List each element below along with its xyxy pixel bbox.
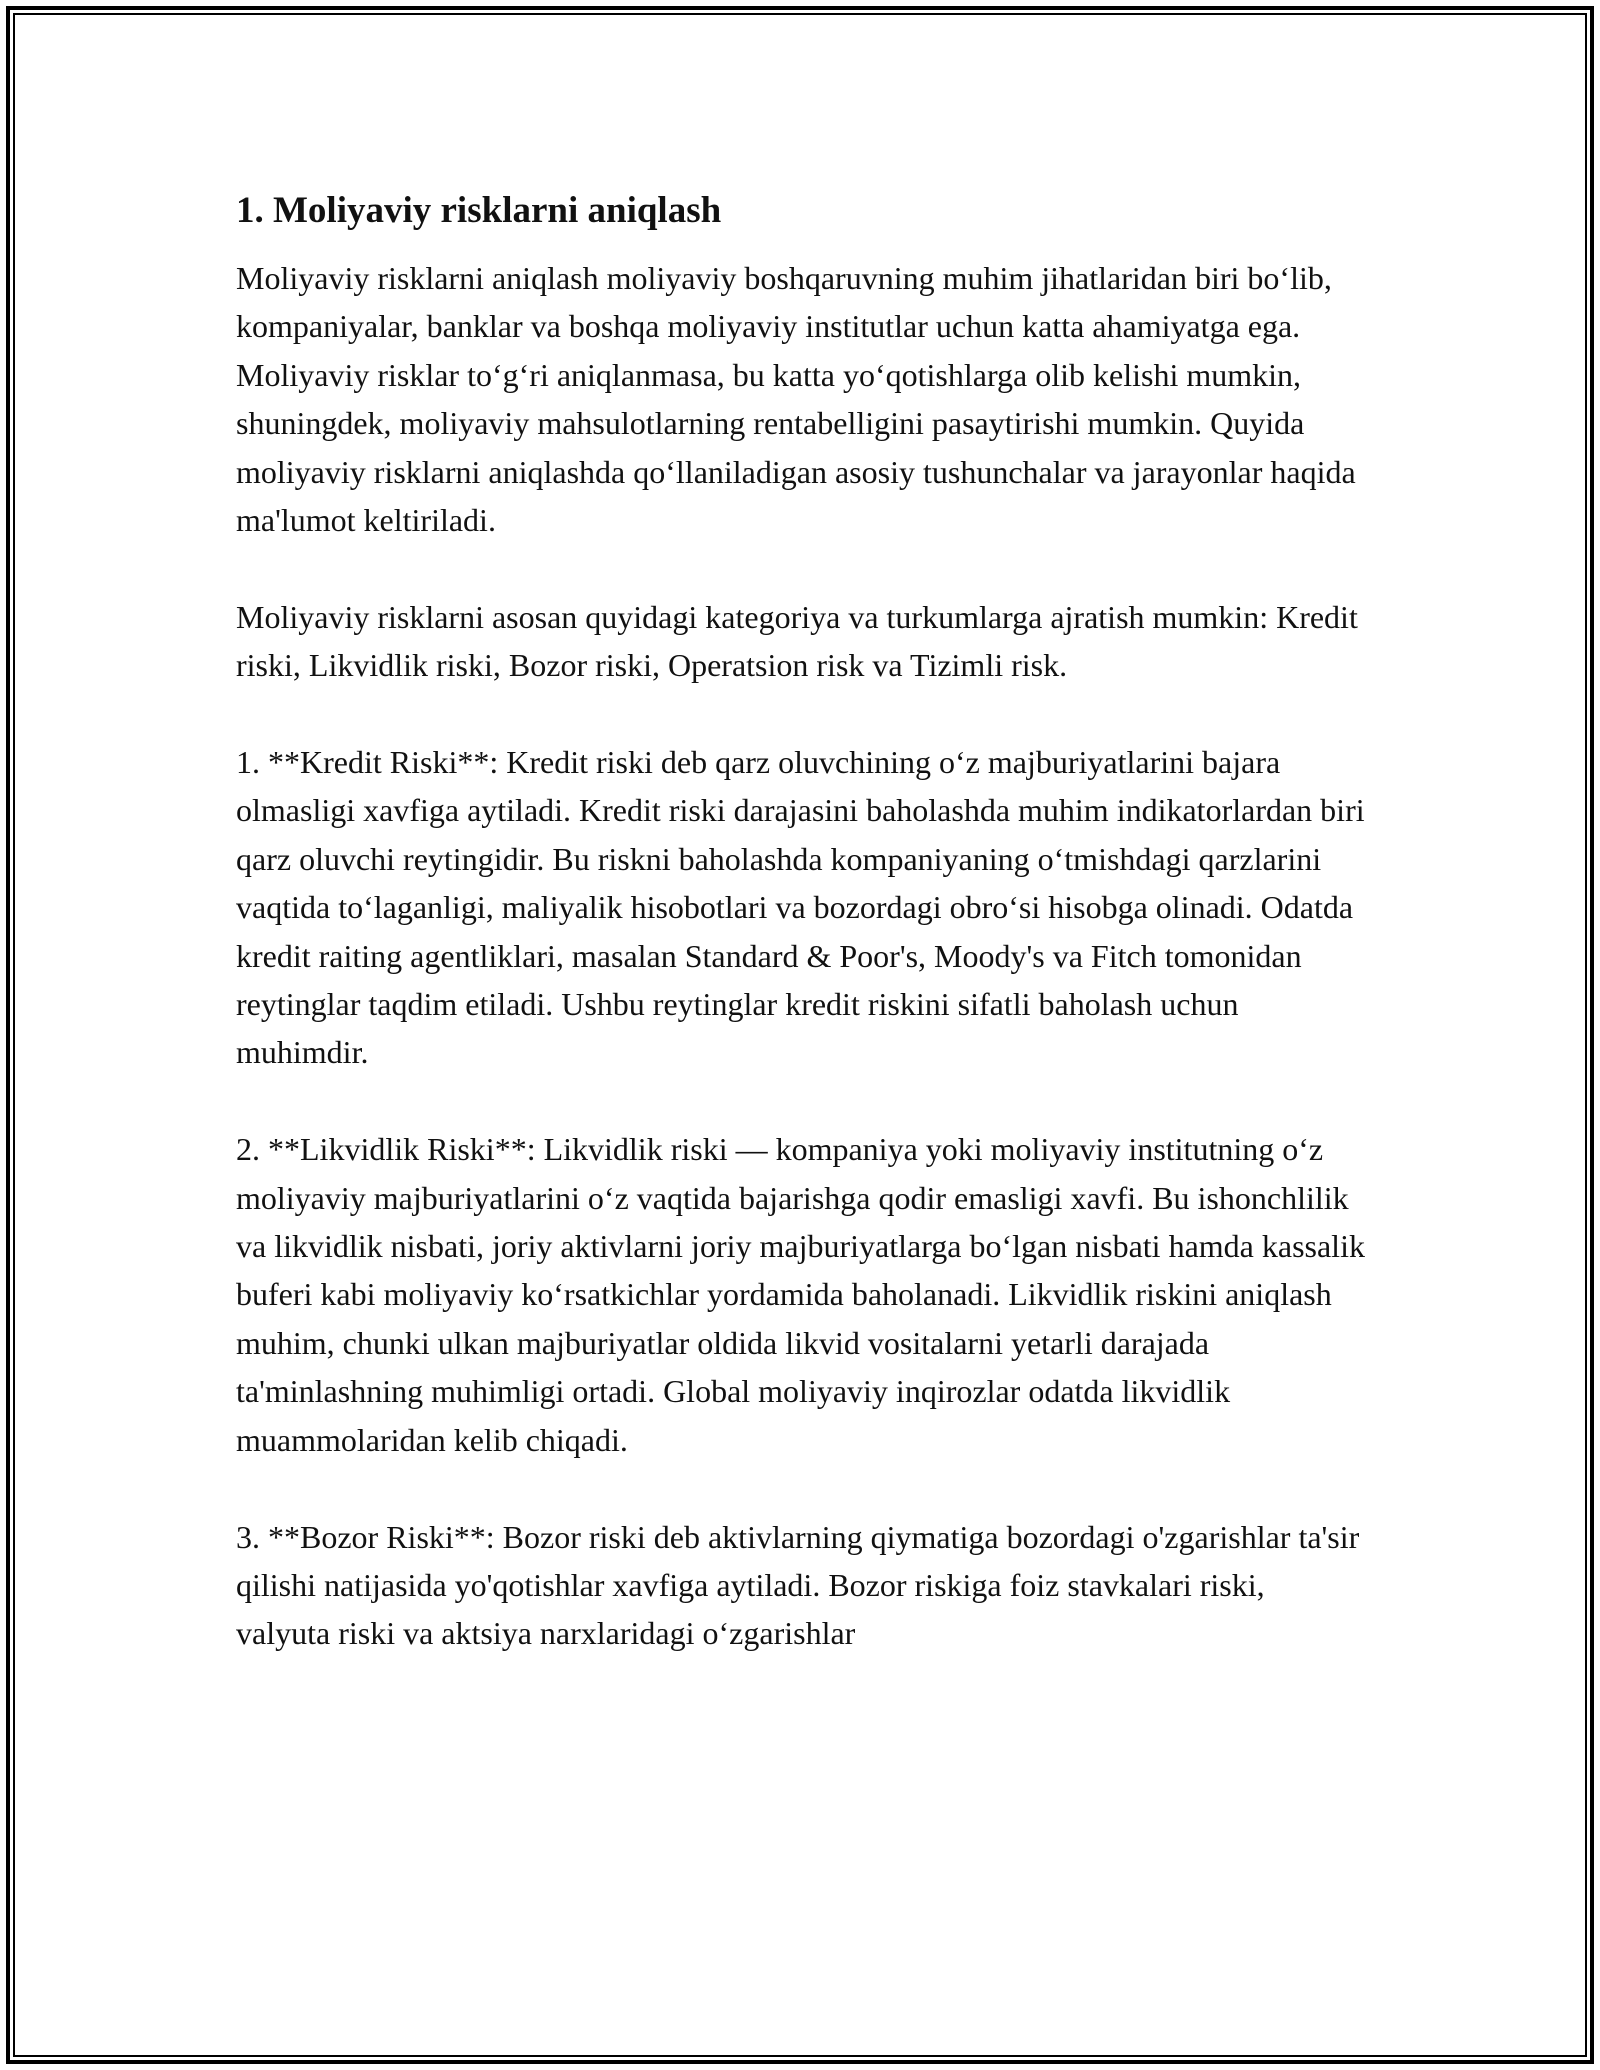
document-body bbox=[236, 186, 1366, 1706]
paragraph-liquidity-risk: 2. **Likvidlik Riski**: Likvidlik riski — kompaniya yoki moliyaviy institutning o‘z moliyaviy majburiyatlarini o‘z vaqtida bajarishga qodir emasligi xavfi. Bu ishonchlilik va likvidlik nisbati, joriy aktivlarni joriy majburiyatlarga bo‘lgan nisbati hamda kassalik buferi kabi moliyaviy ko‘rsatkichlar yordamida baholanadi. Likvidlik riskini aniqlash muhim, chunki ulkan majburiyatlar oldida likvid vositalarni yetarli darajada ta'minlashning muhimligi ortadi. Global moliyaviy inqirozlar odatda likvidlik muammolaridan kelib chiqadi. bbox=[236, 1131, 1365, 1458]
section-heading: 1. Moliyaviy risklarni aniqlash bbox=[236, 190, 722, 231]
paragraph-market-risk: 3. **Bozor Riski**: Bozor riski deb aktivlarning qiymatiga bozordagi o'zgarishlar ta'sir qilishi natijasida yo'qotishlar xavfiga aytiladi. Bozor riskiga foiz stavkalari riski, valyuta riski va aktsiya narxlaridagi o‘zgarishlar bbox=[236, 1518, 1360, 1652]
paragraph-intro: Moliyaviy risklarni aniqlash moliyaviy boshqaruvning muhim jihatlaridan biri bo‘lib, kompaniyalar, banklar va boshqa moliyaviy institutlar uchun katta ahamiyatga ega. Moliyaviy risklar to‘g‘ri aniqlanmasa, bu katta yo‘qotishlarga olib kelishi mumkin, shuningdek, moliyaviy mahsulotlarning rentabelligini pasaytirishi mumkin. Quyida moliyaviy risklarni aniqlashda qo‘llaniladigan asosiy tushunchalar va jarayonlar haqida ma'lumot keltiriladi. bbox=[236, 260, 1356, 539]
paragraph-categories: Moliyaviy risklarni asosan quyidagi kategoriya va turkumlarga ajratish mumkin: Kredit riski, Likvidlik riski, Bozor riski, Operatsion risk va Tizimli risk. bbox=[236, 598, 1358, 684]
paragraph-credit-risk: 1. **Kredit Riski**: Kredit riski deb qarz oluvchining o‘z majburiyatlarini bajara olmasligi xavfiga aytiladi. Kredit riski darajasini baholashda muhim indikatorlardan biri qarz oluvchi reytingidir. Bu riskni baholashda kompaniyaning o‘tmishdagi qarzlarini vaqtida to‘laganligi, maliyalik hisobotlari va bozordagi obro‘si hisobga olinadi. Odatda kredit raiting agentliklari, masalan Standard & Poor's, Moody's va Fitch tomonidan reytinglar taqdim etiladi. Ushbu reytinglar kredit riskini sifatli baholash uchun muhimdir. bbox=[236, 744, 1365, 1071]
